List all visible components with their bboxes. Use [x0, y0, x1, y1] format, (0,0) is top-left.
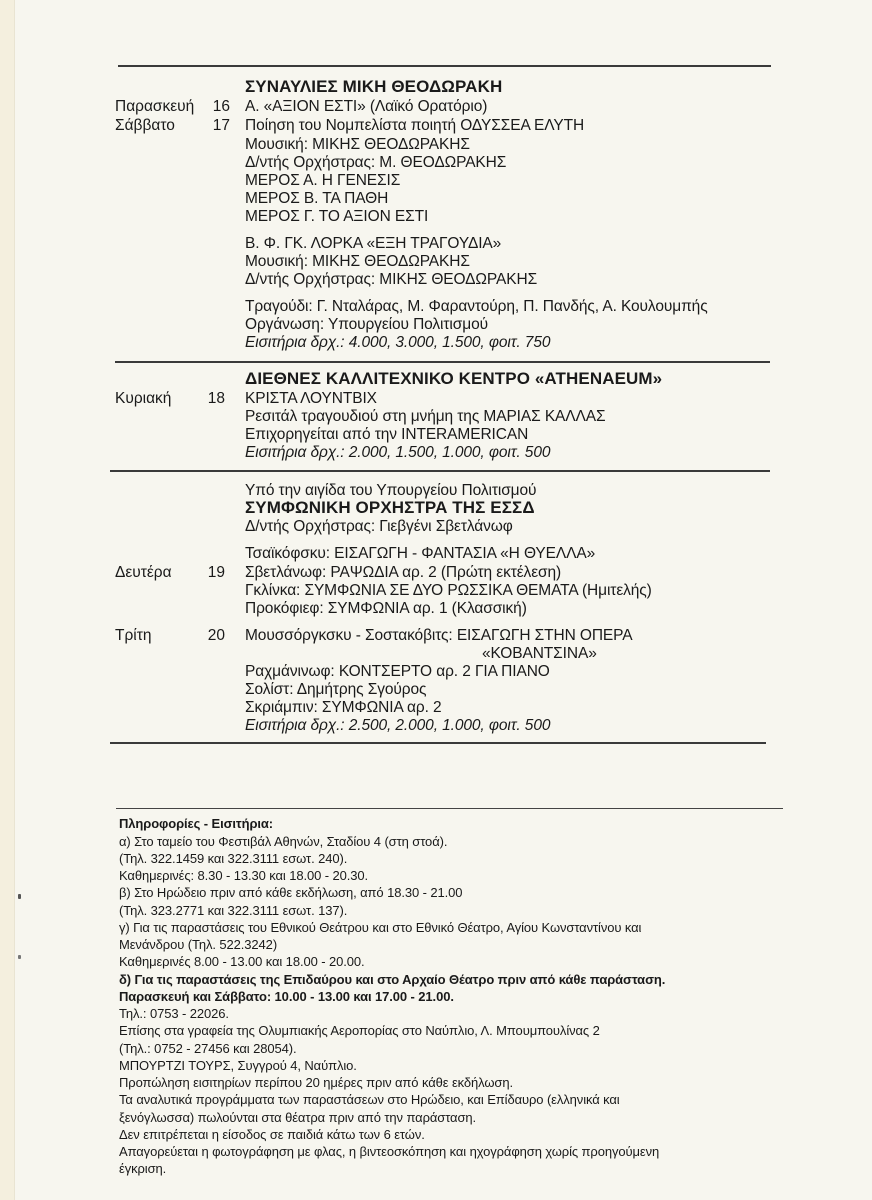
program-line: Σολίστ: Δημήτρης Σγούρος: [245, 681, 427, 698]
program-line: Μουσική: ΜΙΚΗΣ ΘΕΟΔΩΡΑΚΗΣ: [245, 136, 470, 153]
program-line: Επιχορηγείται από την INTERAMERICAN: [245, 426, 529, 443]
info-line: Επίσης στα γραφεία της Ολυμπιακής Αεροπορίας στο Ναύπλιο, Λ. Μπουμπουλίνας 2: [119, 1023, 600, 1039]
program-line: ΜΕΡΟΣ Β. ΤΑ ΠΑΘΗ: [245, 190, 389, 207]
info-heading: Πληροφορίες - Εισιτήρια:: [119, 816, 274, 831]
program-line: Προκόφιεφ: ΣΥΜΦΩΝΙΑ αρ. 1 (Κλασσική): [245, 600, 527, 617]
program-line: Δ/ντής Ορχήστρας: Μ. ΘΕΟΔΩΡΑΚΗΣ: [245, 154, 507, 171]
scan-speck: [18, 894, 21, 899]
info-line: Δεν επιτρέπεται η είσοδος σε παιδιά κάτω των 6 ετών.: [119, 1126, 425, 1142]
info-line: γ) Για τις παραστάσεις του Εθνικού Θεάτρου και στο Εθνικό Θέατρο, Αγίου Κωνσταντίνου και: [119, 919, 642, 935]
info-line: Καθημερινές: 8.30 - 13.30 και 18.00 - 20.30.: [119, 868, 369, 883]
info-line: ξενόγλωσσα) πωλούνται στα θέατρα πριν από την παράσταση.: [119, 1109, 477, 1125]
info-divider: [116, 808, 783, 809]
day-label: Σάββατο: [115, 117, 175, 134]
info-line: έγκριση.: [119, 1161, 167, 1177]
program-line: Ποίηση του Νομπελίστα ποιητή ΟΔΥΣΣΕΑ ΕΛΥΤΗ: [245, 117, 585, 134]
ticket-prices: Εισιτήρια δρχ.: 2.500, 2.000, 1.000, φοιτ. 500: [245, 717, 551, 734]
program-line: «ΚΟΒΑΝΤΣΙΝΑ»: [482, 645, 597, 662]
program-line: ΚΡΙΣΤΑ ΛΟΥΝΤΒΙΧ: [245, 390, 377, 407]
section-title: ΣΥΝΑΥΛΙΕΣ ΜΙΚΗ ΘΕΟΔΩΡΑΚΗ: [245, 77, 503, 96]
day-label: Δευτέρα: [115, 564, 172, 581]
section-divider: [110, 742, 766, 744]
program-line: Β. Φ. ΓΚ. ΛΟΡΚΑ «ΕΞΗ ΤΡΑΓΟΥΔΙΑ»: [245, 235, 502, 252]
section-divider: [110, 470, 770, 472]
day-label: Τρίτη: [115, 627, 152, 644]
section-subtitle: Υπό την αιγίδα του Υπουργείου Πολιτισμού: [245, 482, 537, 499]
info-line: (Τηλ. 323.2771 και 322.3111 εσωτ. 137).: [119, 902, 348, 918]
program-line: Σκριάμπιν: ΣΥΜΦΩΝΙΑ αρ. 2: [245, 699, 442, 716]
section-title: ΔΙΕΘΝΕΣ ΚΑΛΛΙΤΕΧΝΙΚΟ ΚΕΝΤΡΟ «ATHENAEUM»: [245, 369, 663, 388]
info-line: Τηλ.: 0753 - 22026.: [119, 1006, 229, 1021]
program-line: ΜΕΡΟΣ Γ. ΤΟ ΑΞΙΟΝ ΕΣΤΙ: [245, 208, 429, 225]
date-number: 18: [207, 390, 225, 407]
info-line: Απαγορεύεται η φωτογράφηση με φλας, η βιντεοσκόπηση και ηχογράφηση χωρίς προηγούμενη: [119, 1144, 660, 1159]
info-line: Παρασκευή και Σάββατο: 10.00 - 13.00 και 17.00 - 21.00.: [119, 988, 454, 1004]
day-label: Κυριακή: [115, 390, 172, 407]
info-line: β) Στο Ηρώδειο πριν από κάθε εκδήλωση, από 18.30 - 21.00: [119, 885, 463, 901]
date-number: 17: [212, 117, 230, 134]
date-number: 16: [212, 98, 230, 115]
info-line: Τα αναλυτικά προγράμματα των παραστάσεων στο Ηρώδειο, και Επίδαυρο (ελληνικά και: [119, 1092, 620, 1108]
program-line: Μουσσόργκσκυ - Σοστακόβιτς: ΕΙΣΑΓΩΓΗ ΣΤΗΝ ΟΠΕΡΑ: [245, 627, 633, 644]
ticket-prices: Εισιτήρια δρχ.: 4.000, 3.000, 1.500, φοιτ. 750: [245, 334, 551, 351]
page-fold-line: [14, 0, 15, 1200]
performers-line: Τραγούδι: Γ. Νταλάρας, Μ. Φαραντούρη, Π. Πανδής, Α. Κουλουμπής: [245, 298, 708, 315]
info-line: ΜΠΟΥΡΤΖΙ ΤΟΥΡΣ, Συγγρού 4, Ναύπλιο.: [119, 1057, 357, 1073]
info-line: α) Στο ταμείο του Φεστιβάλ Αθηνών, Σταδίου 4 (στη στοά).: [119, 833, 448, 849]
scan-speck: [18, 955, 21, 959]
date-number: 19: [207, 564, 225, 581]
ticket-prices: Εισιτήρια δρχ.: 2.000, 1.500, 1.000, φοιτ. 500: [245, 444, 551, 461]
program-line: Ραχμάνινωφ: ΚΟΝΤΣΕΡΤΟ αρ. 2 ΓΙΑ ΠΙΑΝΟ: [245, 663, 550, 680]
info-line: (Τηλ.: 0752 - 27456 και 28054).: [119, 1040, 297, 1056]
day-label: Παρασκευή: [115, 98, 195, 115]
program-line: Γκλίνκα: ΣΥΜΦΩΝΙΑ ΣΕ ΔΥΟ ΡΩΣΣΙΚΑ ΘΕΜΑΤΑ (Ημιτελής): [245, 582, 652, 599]
section-title: ΣΥΜΦΩΝΙΚΗ ΟΡΧΗΣΤΡΑ ΤΗΣ ΕΣΣΔ: [245, 498, 535, 517]
info-line: δ) Για τις παραστάσεις της Επιδαύρου και στο Αρχαίο Θέατρο πριν από κάθε παράσταση.: [119, 971, 666, 987]
info-line: (Τηλ. 322.1459 και 322.3111 εσωτ. 240).: [119, 850, 348, 866]
conductor-line: Δ/ντής Ορχήστρας: Γιεβγένι Σβετλάνωφ: [245, 518, 513, 535]
program-line: Δ/ντής Ορχήστρας: ΜΙΚΗΣ ΘΕΟΔΩΡΑΚΗΣ: [245, 271, 538, 288]
page-edge-shade: [0, 0, 14, 1200]
program-line: Μουσική: ΜΙΚΗΣ ΘΕΟΔΩΡΑΚΗΣ: [245, 253, 470, 270]
top-rule: [118, 65, 771, 67]
date-number: 20: [207, 627, 225, 644]
program-line: Σβετλάνωφ: ΡΑΨΩΔΙΑ αρ. 2 (Πρώτη εκτέλεση): [245, 564, 562, 581]
program-line: Ρεσιτάλ τραγουδιού στη μνήμη της ΜΑΡΙΑΣ ΚΑΛΛΑΣ: [245, 408, 606, 425]
info-line: Καθημερινές 8.00 - 13.00 και 18.00 - 20.00.: [119, 954, 365, 970]
organizer-line: Οργάνωση: Υπουργείου Πολιτισμού: [245, 316, 488, 333]
program-line: Τσαϊκόφσκυ: ΕΙΣΑΓΩΓΗ - ΦΑΝΤΑΣΙΑ «Η ΘΥΕΛΛΑ»: [245, 545, 596, 562]
program-line: ΜΕΡΟΣ Α. Η ΓΕΝΕΣΙΣ: [245, 172, 401, 189]
info-line: Μενάνδρου (Τηλ. 522.3242): [119, 937, 278, 952]
info-line: Προπώληση εισιτηρίων περίπου 20 ημέρες πριν από κάθε εκδήλωση.: [119, 1075, 513, 1090]
section-divider: [115, 361, 770, 363]
program-line: Α. «ΑΞΙΟΝ ΕΣΤΙ» (Λαϊκό Ορατόριο): [245, 98, 488, 115]
